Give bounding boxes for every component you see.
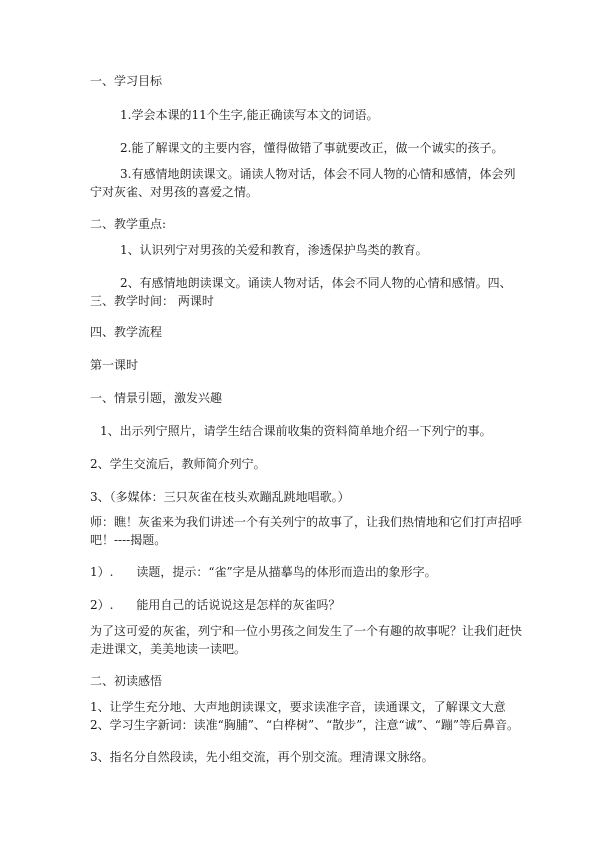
key-point-2: 2、有感情地朗读课文。诵读人物对话，体会不同人物的心情和感情。四、三、教学时间： 两课时 (90, 276, 512, 308)
goal-item-3: 3.有感情地朗读课文。诵读人物对话，体会不同人物的心情和感情，体会列宁对灰雀、对男孩的喜爱之情。 (90, 167, 516, 199)
key-point-1: 1、认识列宁对男孩的关爱和教育，渗透保护鸟类的教育。 (120, 243, 428, 257)
reading-note-1: 1）. 读题，提示：“雀”字是从描摹鸟的体形而造出的象形字。 (90, 565, 437, 579)
teacher-remark: 师：瞧！灰雀来为我们讲述一个有关列宁的故事了，让我们热情地和它们打声招呼吧！----揭题。 (90, 515, 523, 547)
heading-teaching-process: 四、教学流程 (90, 325, 163, 339)
intro-step-1: 1、出示列宁照片，请学生结合课前收集的资料简单地介绍一下列宁的事。 (100, 424, 492, 438)
intro-step-2: 2、学生交流后，教师简介列宁。 (90, 457, 266, 471)
first-lesson-label: 第一课时 (90, 358, 139, 372)
reading-note-2: 2）. 能用自己的话说说这是怎样的灰雀吗？ (90, 598, 341, 612)
section-intro: 一、情景引题，激发兴趣 (90, 391, 223, 405)
goal-item-1: 1.学会本课的11个生字,能正确读写本文的词语。 (120, 108, 379, 122)
section-first-reading: 二、初读感悟 (90, 674, 163, 688)
heading-learning-goals: 一、学习目标 (90, 74, 163, 88)
intro-step-3: 3、（多媒体：三只灰雀在枝头欢蹦乱跳地唱歌。） (90, 490, 350, 504)
story-transition: 为了这可爱的灰雀，列宁和一位小男孩之间发生了一个有趣的故事呢？让我们赶快走进课文，美美地读一读吧。 (90, 624, 523, 656)
first-reading-step-3: 3、指名分自然段读，先小组交流，再个别交流。理清课文脉络。 (90, 750, 434, 764)
goal-item-2: 2.能了解课文的主要内容，懂得做错了事就要改正，做一个诚实的孩子。 (120, 141, 504, 155)
heading-key-points: 二、教学重点: (90, 217, 167, 231)
first-reading-steps: 1、让学生充分地、大声地朗读课文，要求读准字音，读通课文，了解课文大意 2、学习生字新词：读准“胸脯”、“白桦树”、“散步”，注意“诚”、“蹦”等后鼻音。 (90, 700, 519, 732)
